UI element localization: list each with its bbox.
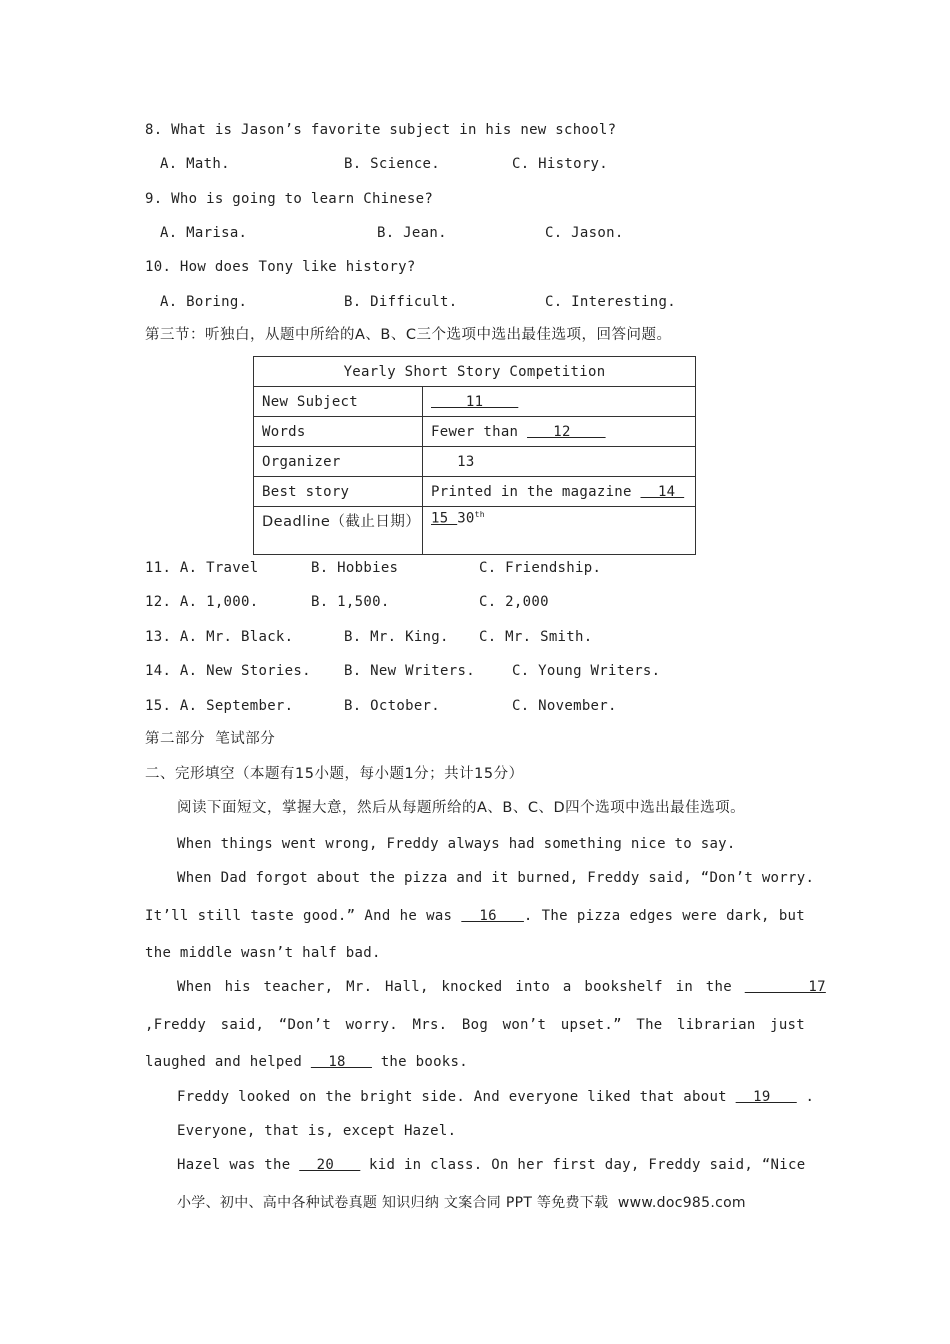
passage-line: Hazel was the 20 kid in class. On her first day, Freddy said, “Nice: [177, 1157, 806, 1173]
q14-option-c: C. Young Writers.: [512, 663, 661, 679]
row-label: Deadline（截止日期）: [254, 507, 423, 555]
passage-line: It’ll still taste good.” And he was 16 . The pizza edges were dark, but: [145, 908, 806, 924]
row-value: 13: [423, 447, 696, 477]
cloze-blank-20: 20: [299, 1157, 361, 1173]
q8-option-a: A. Math.: [160, 156, 230, 172]
answer-blank: 12: [527, 423, 606, 440]
q9-option-a: A. Marisa.: [160, 225, 248, 241]
q8-option-c: C. History.: [512, 156, 609, 172]
q10-option-c: C. Interesting.: [545, 294, 676, 310]
q11-option-c: C. Friendship.: [479, 560, 602, 576]
q11-option-b: B. Hobbies: [311, 560, 399, 576]
q12-option-b: B. 1,500.: [311, 594, 390, 610]
q15-option-a: 15. A. September.: [145, 698, 294, 714]
competition-table: [253, 356, 696, 555]
passage-line: Freddy looked on the bright side. And everyone liked that about 19 .: [177, 1089, 815, 1105]
q10-option-a: A. Boring.: [160, 294, 248, 310]
q8-option-b: B. Science.: [344, 156, 441, 172]
question-10-stem: 10. How does Tony like history?: [145, 259, 416, 275]
cloze-blank-17: 17: [744, 979, 826, 995]
cloze-blank-19: 19: [735, 1089, 797, 1105]
q9-option-c: C. Jason.: [545, 225, 624, 241]
row-value: Fewer than 12: [423, 417, 696, 447]
table-row: [254, 447, 696, 477]
row-value: 15 30th: [423, 507, 696, 555]
q14-option-b: B. New Writers.: [344, 663, 475, 679]
cloze-heading: 二、完形填空（本题有15小题，每小题1分；共计15分）: [145, 766, 524, 782]
table-title: Yearly Short Story Competition: [254, 357, 696, 387]
q14-option-a: 14. A. New Stories.: [145, 663, 311, 679]
q10-option-b: B. Difficult.: [344, 294, 458, 310]
passage-line: Everyone, that is, except Hazel.: [177, 1123, 457, 1139]
part-2-heading: 第二部分 笔试部分: [145, 731, 276, 747]
row-value: [423, 387, 696, 417]
row-label: Best story: [254, 477, 423, 507]
q9-option-b: B. Jean.: [377, 225, 447, 241]
q13-option-b: B. Mr. King.: [344, 629, 449, 645]
question-8-stem: 8. What is Jason’s favorite subject in his new school?: [145, 122, 617, 138]
page-footer: 小学、初中、高中各种试卷真题 知识归纳 文案合同 PPT 等免费下载 www.doc985.com: [177, 1195, 746, 1211]
section-3-heading: 第三节：听独白，从题中所给的A、B、C三个选项中选出最佳选项，回答问题。: [145, 327, 672, 343]
q12-option-a: 12. A. 1,000.: [145, 594, 259, 610]
q11-option-a: 11. A. Travel: [145, 560, 259, 576]
q13-option-c: C. Mr. Smith.: [479, 629, 593, 645]
cloze-instruction: 阅读下面短文，掌握大意，然后从每题所给的A、B、C、D四个选项中选出最佳选项。: [177, 800, 746, 816]
passage-line: ,Freddy said, “Don’t worry. Mrs. Bog won’t upset.” The librarian just: [145, 1017, 805, 1033]
q12-option-c: C. 2,000: [479, 594, 549, 610]
answer-blank: 11: [431, 393, 519, 410]
table-row: [254, 507, 696, 555]
passage-line: laughed and helped 18 the books.: [145, 1054, 468, 1070]
cloze-blank-16: 16: [461, 908, 524, 924]
answer-blank: 14: [640, 483, 685, 500]
question-9-stem: 9. Who is going to learn Chinese?: [145, 191, 434, 207]
table-row: [254, 477, 696, 507]
passage-line: When things went wrong, Freddy always had something nice to say.: [177, 836, 736, 852]
row-label: Words: [254, 417, 423, 447]
answer-blank: 15: [431, 510, 458, 527]
row-value: Printed in the magazine 14: [423, 477, 696, 507]
passage-line: When Dad forgot about the pizza and it burned, Freddy said, “Don’t worry.: [177, 870, 815, 886]
row-label: New Subject: [254, 387, 423, 417]
table-row: [254, 387, 696, 417]
cloze-blank-18: 18: [310, 1054, 372, 1070]
passage-line: When his teacher, Mr. Hall, knocked into a bookshelf in the 17: [177, 979, 826, 995]
q15-option-b: B. October.: [344, 698, 441, 714]
q13-option-a: 13. A. Mr. Black.: [145, 629, 294, 645]
table-row: [254, 417, 696, 447]
passage-line: the middle wasn’t half bad.: [145, 945, 381, 961]
q15-option-c: C. November.: [512, 698, 617, 714]
row-label: Organizer: [254, 447, 423, 477]
